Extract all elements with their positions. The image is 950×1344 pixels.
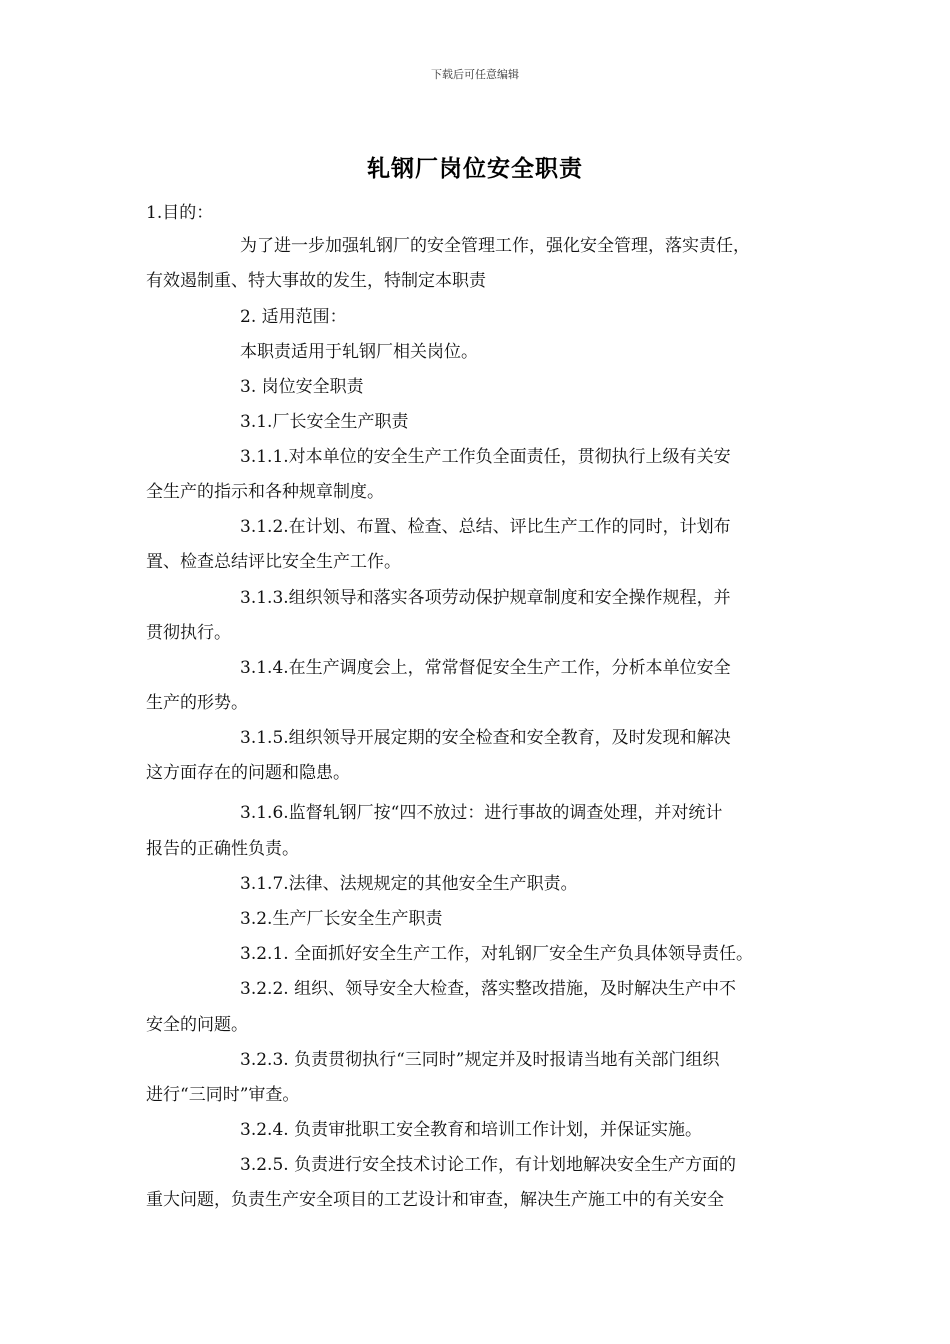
paragraph-line: 3.2.3. 负责贯彻执行“三同时”规定并及时报请当地有关部门组织 <box>240 1050 720 1070</box>
paragraph-line: 本职责适用于轧钢厂相关岗位。 <box>240 342 478 362</box>
paragraph-line: 3.1.2.在计划、布置、检查、总结、评比生产工作的同时，计划布 <box>240 517 731 537</box>
paragraph-line: 报告的正确性负责。 <box>146 839 299 859</box>
paragraph-line: 贯彻执行。 <box>146 623 231 643</box>
section-heading: 1.目的： <box>146 203 214 223</box>
paragraph-line: 3.1.6.监督轧钢厂按“四不放过：进行事故的调查处理，并对统计 <box>240 803 723 823</box>
paragraph-line: 这方面存在的问题和隐患。 <box>146 763 350 783</box>
paragraph-line: 3.1.3.组织领导和落实各项劳动保护规章制度和安全操作规程，并 <box>240 588 731 608</box>
paragraph-line: 全生产的指示和各种规章制度。 <box>146 482 384 502</box>
document-title: 轧钢厂岗位安全职责 <box>367 156 583 182</box>
paragraph-line: 置、检查总结评比安全生产工作。 <box>146 552 401 572</box>
paragraph-line: 为了进一步加强轧钢厂的安全管理工作，强化安全管理，落实责任， <box>240 236 750 256</box>
section-heading: 2. 适用范围： <box>240 307 347 327</box>
page-header-note: 下载后可任意编辑 <box>431 68 519 81</box>
paragraph-line: 有效遏制重、特大事故的发生，特制定本职责 <box>146 271 486 291</box>
section-heading: 3. 岗位安全职责 <box>240 377 364 397</box>
paragraph-line: 3.2.1. 全面抓好安全生产工作，对轧钢厂安全生产负具体领导责任。 <box>240 944 754 964</box>
paragraph-line: 生产的形势。 <box>146 693 248 713</box>
subsection-heading: 3.2.生产厂长安全生产职责 <box>240 909 443 929</box>
paragraph-line: 3.2.4. 负责审批职工安全教育和培训工作计划，并保证实施。 <box>240 1120 703 1140</box>
paragraph-line: 3.1.7.法律、法规规定的其他安全生产职责。 <box>240 874 578 894</box>
paragraph-line: 3.2.2. 组织、领导安全大检查，落实整改措施，及时解决生产中不 <box>240 979 737 999</box>
paragraph-line: 进行“三同时”审查。 <box>146 1085 300 1105</box>
subsection-heading: 3.1.厂长安全生产职责 <box>240 412 409 432</box>
paragraph-line: 3.1.5.组织领导开展定期的安全检查和安全教育，及时发现和解决 <box>240 728 731 748</box>
paragraph-line: 3.1.1.对本单位的安全生产工作负全面责任，贯彻执行上级有关安 <box>240 447 731 467</box>
paragraph-line: 3.2.5. 负责进行安全技术讨论工作，有计划地解决安全生产方面的 <box>240 1155 737 1175</box>
paragraph-line: 安全的问题。 <box>146 1015 248 1035</box>
paragraph-line: 重大问题，负责生产安全项目的工艺设计和审查，解决生产施工中的有关安全 <box>146 1190 724 1210</box>
paragraph-line: 3.1.4.在生产调度会上，常常督促安全生产工作，分析本单位安全 <box>240 658 731 678</box>
